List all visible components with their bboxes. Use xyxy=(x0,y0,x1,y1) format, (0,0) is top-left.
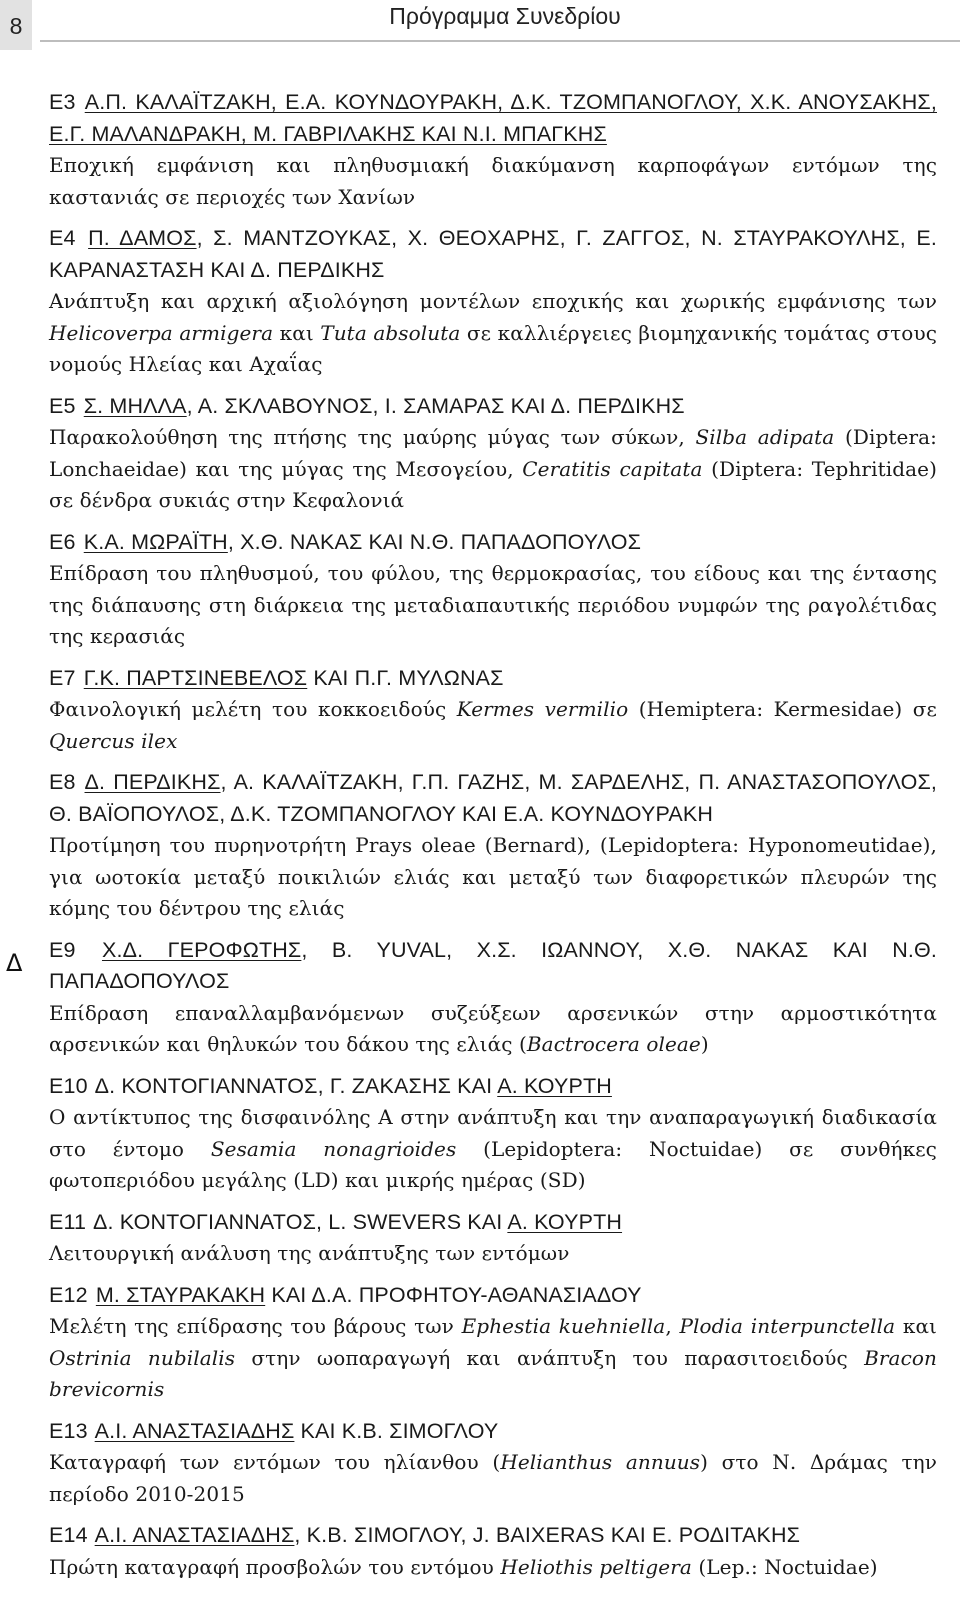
title-text: (Diptera: Lonchaeidae) και της μύγας της Μεσογείου, xyxy=(49,425,937,481)
presenting-author: Α.Ι. ΑΝΑΣΤΑΣΙΑΔΗΣ xyxy=(94,1523,295,1547)
title-text: , xyxy=(665,1314,680,1338)
entry-title xyxy=(49,422,937,517)
title-text: Πρώτη καταγραφή προσβολών του εντόμου xyxy=(49,1554,501,1579)
presenting-author: Μ. ΣΤΑΥΡΑΚΑΚΗ xyxy=(95,1282,266,1307)
running-header-title: Πρόγραμμα Συνεδρίου xyxy=(389,3,621,29)
program-entry xyxy=(49,391,937,517)
entry-title xyxy=(49,286,937,381)
program-entry xyxy=(49,1520,937,1583)
author-names: ΚΑΙ Δ.Α. ΠΡΟΦΗΤΟΥ-ΑΘΑΝΑΣΙΑΔΟΥ xyxy=(265,1282,642,1307)
title-text: (Hemiptera: Kermesidae) σε xyxy=(628,697,937,721)
title-text: Μελέτη της επίδρασης του βάρους των xyxy=(49,1314,462,1338)
program-entry xyxy=(49,1416,937,1511)
author-names: Δ. ΚΟΝΤΟΓΙΑΝΝΑΤΟΣ, L. SWEVERS ΚΑΙ xyxy=(93,1209,508,1234)
entry-code: Ε14 xyxy=(49,1523,88,1547)
title-text: και xyxy=(895,1314,938,1338)
entry-authors xyxy=(49,767,937,830)
presenting-author: Α.Ι. ΑΝΑΣΤΑΣΙΑΔΗΣ xyxy=(94,1418,295,1443)
entry-code: Ε8 xyxy=(49,770,76,794)
title-text: Καταγραφή των εντόμων του ηλίανθου ( xyxy=(49,1450,501,1474)
entry-authors xyxy=(49,1416,937,1448)
program-entry xyxy=(49,767,937,925)
entry-title xyxy=(49,694,937,757)
species-name: Bactrocera oleae xyxy=(526,1032,701,1056)
presenting-author: Α. ΚΟΥΡΤΗ xyxy=(507,1209,623,1234)
entry-authors xyxy=(49,1280,937,1312)
entry-code: Ε11 xyxy=(49,1209,87,1234)
page-number: 8 xyxy=(0,0,32,50)
presenting-author: Κ.Α. ΜΩΡΑΪΤΗ xyxy=(83,529,228,554)
entry-authors xyxy=(49,663,937,695)
title-text: Φαινολογική μελέτη του κοκκοειδούς xyxy=(49,697,457,721)
author-names: , Α. ΚΑΛΑΪΤΖΑΚΗ, Γ.Π. ΓΑΖΗΣ, Μ. ΣΑΡΔΕΛΗΣ, Π. ΑΝΑΣΤΑΣΟΠΟΥΛΟΣ, Θ. ΒΑΪΟΠΟΥΛΟΣ, Δ.Κ. ΤΖΟΜΠΑΝΟΓΛΟΥ ΚΑΙ Ε.Α. ΚΟΥΝΔΟΥΡΑΚΗ xyxy=(49,770,938,826)
presenting-author: Γ.Κ. ΠΑΡΤΣΙΝΕΒΕΛΟΣ xyxy=(83,665,308,690)
entry-authors xyxy=(49,391,937,423)
title-text: (Lepidoptera: Noctuidae) σε συνθήκες φωτοπεριόδου μεγάλης (LD) και μικρής ημέρας (SD) xyxy=(49,1136,937,1192)
species-name: Sesamia nonagrioides xyxy=(210,1136,457,1161)
presenting-author: Α. ΚΟΥΡΤΗ xyxy=(497,1073,612,1098)
page-header xyxy=(0,0,960,52)
species-name: Silba adipata xyxy=(695,425,835,449)
entry-code: Ε13 xyxy=(49,1418,88,1443)
entry-authors xyxy=(49,1520,937,1552)
entry-title xyxy=(49,830,937,925)
title-text: Ανάπτυξη και αρχική αξιολόγηση μοντέλων εποχικής και χωρικής εμφάνισης των xyxy=(49,289,937,313)
author-names: ΚΑΙ Κ.Β. ΣΙΜΟΓΛΟΥ xyxy=(294,1418,499,1443)
species-name: Tuta absoluta xyxy=(320,320,461,345)
title-text: Επίδραση επαναλλαμβανόμενων συζεύξεων αρσενικών στην αρμοστικότητα αρσενικών και θηλυκών του δάκου της ελιάς ( xyxy=(49,1000,937,1056)
entry-title xyxy=(49,1102,937,1197)
entry-authors xyxy=(49,87,937,150)
title-text: Επίδραση του πληθυσμού, του φύλου, της θερμοκρασίας, του είδους και της έντασης της διάπαυσης στη διάρκεια της μεταδιαπαυτικής περιόδου νυμφών της ραγολέτιδας της κερασιάς xyxy=(49,561,937,648)
title-text: και xyxy=(273,320,321,345)
title-text: στην ωοπαραγωγή και ανάπτυξη του παρασιτοειδούς xyxy=(235,1345,865,1370)
program-entry xyxy=(49,1280,937,1406)
header-divider xyxy=(40,40,960,42)
entry-authors xyxy=(49,527,937,559)
title-text: σε καλλιέργειες βιομηχανικής τομάτας στους νομούς Ηλείας και Αχαΐας xyxy=(49,320,938,376)
program-entry xyxy=(49,223,937,381)
author-names: ΚΑΙ Π.Γ. ΜΥΛΩΝΑΣ xyxy=(307,665,504,690)
entry-title xyxy=(49,1238,937,1270)
entry-title xyxy=(49,558,937,653)
title-text: Λειτουργική ανάλυση της ανάπτυξης των εντόμων xyxy=(49,1241,570,1265)
title-text: (Lep.: Noctuidae) xyxy=(691,1554,878,1579)
entry-title xyxy=(49,1552,937,1584)
entry-code: Ε9 xyxy=(49,937,76,962)
species-name: Helianthus annuus xyxy=(500,1450,701,1474)
presenting-author: Σ. ΜΗΛΛΑ xyxy=(83,393,187,418)
species-name: Heliothis peltigera xyxy=(500,1554,692,1579)
program-entry xyxy=(49,87,937,213)
author-names: , Χ.Θ. ΝΑΚΑΣ ΚΑΙ Ν.Θ. ΠΑΠΑΔΟΠΟΥΛΟΣ xyxy=(227,529,642,554)
title-text: Παρακολούθηση της πτήσης της μαύρης μύγας των σύκων, xyxy=(49,425,696,449)
entry-title xyxy=(49,1311,937,1406)
entry-code: Ε10 xyxy=(49,1073,88,1098)
title-text: (Diptera: Tephritidae) σε δένδρα συκιάς στην Κεφαλονιά xyxy=(49,456,937,512)
species-name: Kermes vermilio xyxy=(456,697,629,721)
entry-code: Ε5 xyxy=(49,393,76,418)
entry-title xyxy=(49,150,937,213)
entry-authors xyxy=(49,1207,937,1239)
entry-authors xyxy=(49,1071,937,1103)
species-name: Plodia interpunctella xyxy=(679,1314,896,1338)
author-names: , Κ.Β. ΣΙΜΟΓΛΟΥ, J. BAIXERAS ΚΑΙ Ε. ΡΟΔΙΤΑΚΗΣ xyxy=(294,1523,801,1547)
author-names: , Σ. ΜΑΝΤΖΟΥΚΑΣ, Χ. ΘΕΟΧΑΡΗΣ, Γ. ΖΑΓΓΟΣ, Ν. ΣΤΑΥΡΑΚΟΥΛΗΣ, Ε. ΚΑΡΑΝΑΣΤΑΣΗ ΚΑΙ Δ. ΠΕΡΔΙΚΗΣ xyxy=(49,226,937,282)
entry-code: Ε4 xyxy=(49,226,76,250)
program-entry xyxy=(49,935,937,1061)
title-text: Εποχική εμφάνιση και πληθυσμιακή διακύμανση καρποφάγων εντόμων της καστανιάς σε περιοχές των Χανίων xyxy=(49,153,937,209)
program-entry xyxy=(49,663,937,758)
author-names: Δ. ΚΟΝΤΟΓΙΑΝΝΑΤΟΣ, Γ. ΖΑΚΑΣΗΣ ΚΑΙ xyxy=(94,1073,498,1098)
species-name: Ephestia kuehniella xyxy=(461,1314,666,1338)
title-text: ) xyxy=(700,1032,709,1056)
program-entry xyxy=(49,527,937,653)
delta-marker-icon: Δ xyxy=(6,949,23,977)
program-entry xyxy=(49,1207,937,1270)
author-names: , B. YUVAL, Χ.Σ. ΙΩΑΝΝΟΥ, Χ.Θ. ΝΑΚΑΣ ΚΑΙ Ν.Θ. ΠΑΠΑΔΟΠΟΥΛΟΣ xyxy=(49,937,937,993)
program-entry-list xyxy=(49,87,937,1593)
presenting-author: Π. ΔΑΜΟΣ xyxy=(88,226,197,250)
species-name: Ostrinia nubilalis xyxy=(49,1345,236,1370)
entry-authors xyxy=(49,935,937,998)
title-text: ) στο Ν. Δράμας την περίοδο 2010-2015 xyxy=(49,1450,937,1506)
presenting-author: Δ. ΠΕΡΔΙΚΗΣ xyxy=(84,770,221,794)
presenting-author: Α.Π. ΚΑΛΑΪΤΖΑΚΗ, Ε.Α. ΚΟΥΝΔΟΥΡΑΚΗ, Δ.Κ. ΤΖΟΜΠΑΝΟΓΛΟΥ, Χ.Κ. ΑΝΟΥΣΑΚΗΣ, Ε.Γ. ΜΑΛΑΝΔΡΑΚΗ, Μ. ΓΑΒΡΙΛΑΚΗΣ ΚΑΙ Ν.Ι. ΜΠΑΓΚΗΣ xyxy=(49,90,937,146)
author-names: , Α. ΣΚΛΑΒΟΥΝΟΣ, Ι. ΣΑΜΑΡΑΣ ΚΑΙ Δ. ΠΕΡΔΙΚΗΣ xyxy=(186,393,685,418)
entry-code: Ε7 xyxy=(49,665,76,690)
species-name: Ceratitis capitata xyxy=(522,456,703,481)
entry-title xyxy=(49,1447,937,1510)
entry-code: Ε6 xyxy=(49,529,76,554)
title-text: Ο αντίκτυπος της δισφαινόλης Α στην ανάπτυξη και την αναπαραγωγική διαδικασία στο έντομο xyxy=(49,1105,937,1161)
presenting-author: Χ.Δ. ΓΕΡΟΦΩΤΗΣ xyxy=(101,937,302,962)
species-name: Quercus ilex xyxy=(49,728,178,753)
species-name: Bracon brevicornis xyxy=(49,1345,937,1401)
entry-title xyxy=(49,998,937,1061)
title-text: Προτίμηση του πυρηνοτρήτη Prays oleae (Bernard), (Lepidoptera: Hyponomeutidae), για ωοτοκία μεταξύ ποικιλιών ελιάς και μεταξύ των διαφορετικών πλευρών της κόμης του δέντρου της ελιάς xyxy=(49,833,937,920)
program-entry xyxy=(49,1071,937,1197)
species-name: Helicoverpa armigera xyxy=(49,320,274,345)
entry-authors xyxy=(49,223,937,286)
entry-code: Ε3 xyxy=(49,90,76,114)
entry-code: Ε12 xyxy=(49,1282,88,1307)
